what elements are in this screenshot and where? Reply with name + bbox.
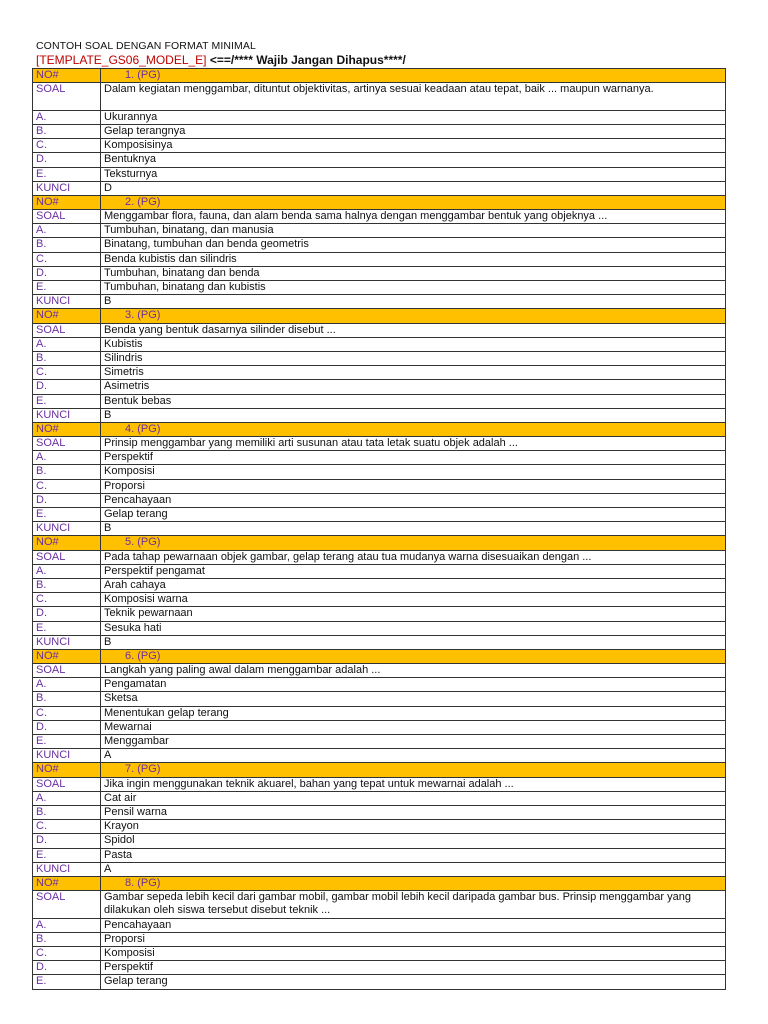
option-row (33, 607, 726, 621)
option-text: Tumbuhan, binatang, dan manusia (101, 224, 726, 238)
option-row-label: E. (33, 621, 101, 635)
option-text: Pasta (101, 848, 726, 862)
option-text: Kubistis (101, 337, 726, 351)
option-row (33, 493, 726, 507)
question-number: 4. (PG) (101, 422, 726, 436)
option-row-label: B. (33, 238, 101, 252)
option-row (33, 791, 726, 805)
question-number-row-label: NO# (33, 876, 101, 890)
answer-key-row (33, 749, 726, 763)
question-number: 1. (PG) (101, 69, 726, 83)
option-row (33, 975, 726, 989)
option-row (33, 153, 726, 167)
question-text-row (33, 323, 726, 337)
option-row (33, 706, 726, 720)
option-row-label: C. (33, 947, 101, 961)
option-row (33, 110, 726, 124)
answer-key: D (101, 181, 726, 195)
option-row-label: A. (33, 678, 101, 692)
question-text: Dalam kegiatan menggambar, dituntut objektivitas, artinya sesuai keadaan atau tepat, baik ... maupun warnanya. (101, 83, 726, 111)
document-title: CONTOH SOAL DENGAN FORMAT MINIMAL (36, 40, 256, 52)
answer-key-row-label: KUNCI (33, 862, 101, 876)
question-number: 6. (PG) (101, 649, 726, 663)
option-row-label: B. (33, 465, 101, 479)
option-row-label: E. (33, 281, 101, 295)
option-text: Menentukan gelap terang (101, 706, 726, 720)
option-text: Pensil warna (101, 805, 726, 819)
option-text: Binatang, tumbuhan dan benda geometris (101, 238, 726, 252)
option-text: Komposisi (101, 947, 726, 961)
question-number-row-label: NO# (33, 536, 101, 550)
option-row (33, 479, 726, 493)
option-row-label: A. (33, 564, 101, 578)
option-row-label: E. (33, 848, 101, 862)
option-text: Perspektif pengamat (101, 564, 726, 578)
option-row (33, 593, 726, 607)
option-text: Gelap terang (101, 508, 726, 522)
option-row-label: A. (33, 224, 101, 238)
question-number-row (33, 422, 726, 436)
question-number-row (33, 536, 726, 550)
option-row (33, 366, 726, 380)
option-text: Teknik pewarnaan (101, 607, 726, 621)
option-row-label: D. (33, 720, 101, 734)
option-text: Pencahayaan (101, 918, 726, 932)
answer-key: B (101, 522, 726, 536)
option-row (33, 621, 726, 635)
option-text: Bentuknya (101, 153, 726, 167)
question-text-row (33, 777, 726, 791)
option-text: Cat air (101, 791, 726, 805)
option-text: Komposisinya (101, 139, 726, 153)
answer-key-row (33, 295, 726, 309)
option-row (33, 508, 726, 522)
option-row (33, 451, 726, 465)
option-row (33, 961, 726, 975)
option-row (33, 380, 726, 394)
option-row (33, 139, 726, 153)
option-row (33, 834, 726, 848)
answer-key-row (33, 862, 726, 876)
option-row (33, 351, 726, 365)
question-text-row-label: SOAL (33, 777, 101, 791)
option-row (33, 932, 726, 946)
answer-key-row-label: KUNCI (33, 635, 101, 649)
option-row-label: C. (33, 252, 101, 266)
option-row (33, 124, 726, 138)
question-text-row (33, 891, 726, 919)
option-row (33, 918, 726, 932)
option-row-label: B. (33, 692, 101, 706)
option-row-label: A. (33, 110, 101, 124)
option-row-label: A. (33, 791, 101, 805)
option-text: Mewarnai (101, 720, 726, 734)
question-text: Jika ingin menggunakan teknik akuarel, bahan yang tepat untuk mewarnai adalah ... (101, 777, 726, 791)
question-text-row-label: SOAL (33, 550, 101, 564)
option-text: Pencahayaan (101, 493, 726, 507)
option-text: Pengamatan (101, 678, 726, 692)
option-row (33, 224, 726, 238)
question-number: 8. (PG) (101, 876, 726, 890)
question-number-row (33, 69, 726, 83)
question-text: Pada tahap pewarnaan objek gambar, gelap terang atau tua mudanya warna disesuaikan dengan ... (101, 550, 726, 564)
question-text-row-label: SOAL (33, 323, 101, 337)
answer-key-row (33, 408, 726, 422)
template-marker (36, 53, 406, 67)
template-note: <==/**** Wajib Jangan Dihapus****/ (206, 53, 406, 67)
option-row-label: B. (33, 351, 101, 365)
question-text-row-label: SOAL (33, 437, 101, 451)
option-row-label: C. (33, 706, 101, 720)
question-number-row-label: NO# (33, 763, 101, 777)
question-text-row-label: SOAL (33, 891, 101, 919)
answer-key-row (33, 522, 726, 536)
option-text: Tumbuhan, binatang dan benda (101, 266, 726, 280)
option-text: Spidol (101, 834, 726, 848)
option-row-label: D. (33, 834, 101, 848)
option-row-label: C. (33, 479, 101, 493)
option-text: Perspektif (101, 451, 726, 465)
option-row-label: E. (33, 394, 101, 408)
answer-key: B (101, 295, 726, 309)
question-text: Benda yang bentuk dasarnya silinder disebut ... (101, 323, 726, 337)
option-row-label: B. (33, 805, 101, 819)
option-text: Komposisi warna (101, 593, 726, 607)
option-row-label: D. (33, 380, 101, 394)
answer-key-row-label: KUNCI (33, 181, 101, 195)
option-row (33, 564, 726, 578)
option-text: Arah cahaya (101, 578, 726, 592)
question-text-row (33, 83, 726, 111)
question-number-row-label: NO# (33, 69, 101, 83)
option-row-label: A. (33, 337, 101, 351)
option-text: Proporsi (101, 479, 726, 493)
option-row-label: D. (33, 607, 101, 621)
option-row-label: C. (33, 820, 101, 834)
option-row-label: E. (33, 167, 101, 181)
option-text: Komposisi (101, 465, 726, 479)
option-text: Benda kubistis dan silindris (101, 252, 726, 266)
question-number-row (33, 649, 726, 663)
answer-key-row (33, 181, 726, 195)
option-row (33, 805, 726, 819)
question-number: 5. (PG) (101, 536, 726, 550)
option-text: Ukurannya (101, 110, 726, 124)
option-text: Sketsa (101, 692, 726, 706)
option-row (33, 167, 726, 181)
question-text: Prinsip menggambar yang memiliki arti susunan atau tata letak suatu objek adalah ... (101, 437, 726, 451)
option-row (33, 337, 726, 351)
option-row (33, 947, 726, 961)
answer-key: B (101, 408, 726, 422)
option-row (33, 465, 726, 479)
option-text: Perspektif (101, 961, 726, 975)
question-number: 7. (PG) (101, 763, 726, 777)
question-number: 3. (PG) (101, 309, 726, 323)
option-text: Proporsi (101, 932, 726, 946)
answer-key-row-label: KUNCI (33, 749, 101, 763)
option-row-label: C. (33, 593, 101, 607)
answer-key-row (33, 635, 726, 649)
question-number-row (33, 763, 726, 777)
option-row (33, 266, 726, 280)
option-row-label: E. (33, 735, 101, 749)
option-text: Teksturnya (101, 167, 726, 181)
question-number-row-label: NO# (33, 195, 101, 209)
option-row-label: D. (33, 961, 101, 975)
question-number-row-label: NO# (33, 309, 101, 323)
option-text: Simetris (101, 366, 726, 380)
option-row (33, 735, 726, 749)
question-text-row-label: SOAL (33, 664, 101, 678)
option-row (33, 720, 726, 734)
option-row-label: D. (33, 153, 101, 167)
question-number: 2. (PG) (101, 195, 726, 209)
answer-key-row-label: KUNCI (33, 408, 101, 422)
question-text-row (33, 210, 726, 224)
option-row (33, 678, 726, 692)
option-row (33, 238, 726, 252)
option-row (33, 820, 726, 834)
option-row-label: B. (33, 124, 101, 138)
option-row (33, 578, 726, 592)
question-text-row-label: SOAL (33, 210, 101, 224)
question-number-row-label: NO# (33, 422, 101, 436)
option-row (33, 281, 726, 295)
option-row-label: C. (33, 366, 101, 380)
question-text: Gambar sepeda lebih kecil dari gambar mobil, gambar mobil lebih kecil daripada gambar bus. Prinsip menggambar yang dilakukan oleh siswa tersebut disebut teknik ... (101, 891, 726, 919)
option-row-label: E. (33, 508, 101, 522)
option-row-label: D. (33, 493, 101, 507)
option-text: Gelap terangnya (101, 124, 726, 138)
question-number-row (33, 876, 726, 890)
question-text-row (33, 437, 726, 451)
question-table (32, 68, 726, 990)
option-row-label: A. (33, 451, 101, 465)
option-row-label: E. (33, 975, 101, 989)
option-text: Menggambar (101, 735, 726, 749)
question-number-row (33, 195, 726, 209)
answer-key: B (101, 635, 726, 649)
option-row-label: B. (33, 578, 101, 592)
option-row-label: C. (33, 139, 101, 153)
option-row-label: A. (33, 918, 101, 932)
option-text: Silindris (101, 351, 726, 365)
option-row-label: B. (33, 932, 101, 946)
question-text-row (33, 664, 726, 678)
option-text: Sesuka hati (101, 621, 726, 635)
answer-key: A (101, 862, 726, 876)
option-text: Krayon (101, 820, 726, 834)
question-text: Menggambar flora, fauna, dan alam benda sama halnya dengan menggambar bentuk yang objeknya ... (101, 210, 726, 224)
question-text-row-label: SOAL (33, 83, 101, 111)
question-text: Langkah yang paling awal dalam menggambar adalah ... (101, 664, 726, 678)
option-text: Tumbuhan, binatang dan kubistis (101, 281, 726, 295)
option-text: Gelap terang (101, 975, 726, 989)
question-text-row (33, 550, 726, 564)
option-row-label: D. (33, 266, 101, 280)
option-row (33, 394, 726, 408)
option-row (33, 692, 726, 706)
answer-key-row-label: KUNCI (33, 522, 101, 536)
answer-key: A (101, 749, 726, 763)
option-text: Bentuk bebas (101, 394, 726, 408)
question-number-row-label: NO# (33, 649, 101, 663)
option-text: Asimetris (101, 380, 726, 394)
answer-key-row-label: KUNCI (33, 295, 101, 309)
option-row (33, 252, 726, 266)
template-id: [TEMPLATE_GS06_MODEL_E] (36, 53, 207, 67)
question-number-row (33, 309, 726, 323)
option-row (33, 848, 726, 862)
